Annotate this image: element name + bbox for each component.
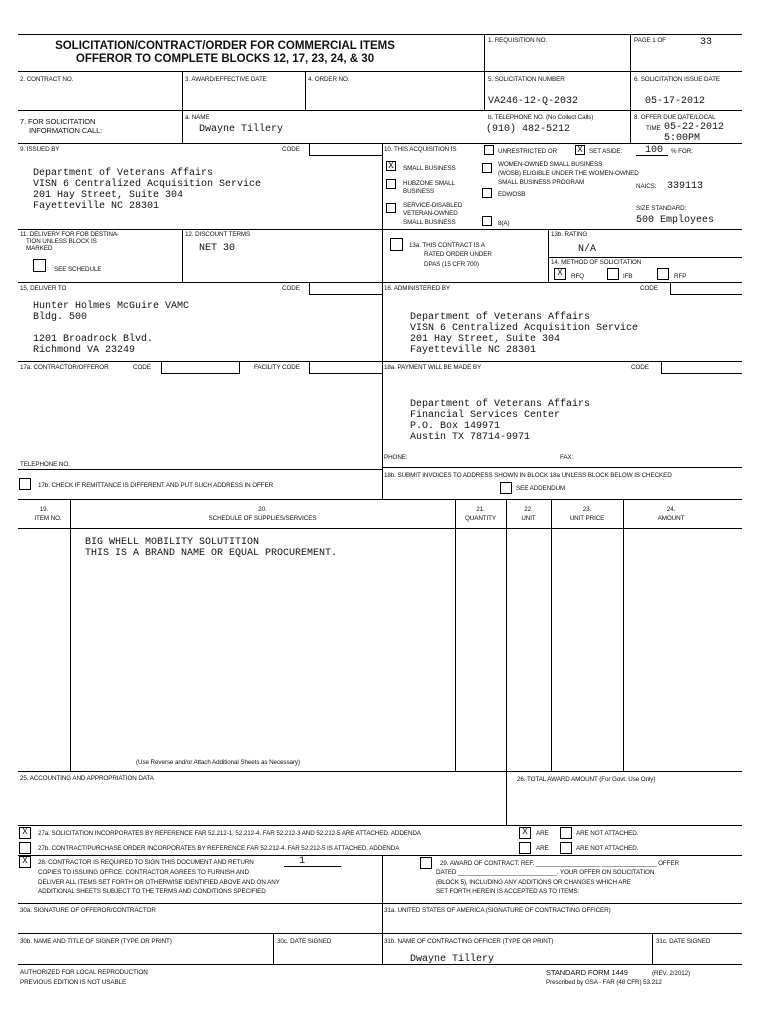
- rated-order-checkbox[interactable]: [390, 238, 403, 251]
- clause-27a: 27a. SOLICITATION INCORPORATES BY REFERENCE FAR 52.212-1, 52.212-4. FAR 52.212-3 AND 52.212-5 ARE ATTACHED. ADDENDA: [38, 830, 421, 837]
- rule: [455, 499, 456, 771]
- issued-by-label: 9. ISSUED BY: [20, 146, 60, 153]
- hubzone-label: HUBZONE SMALL: [403, 180, 455, 187]
- accounting-label: 25. ACCOUNTING AND APPROPRIATION DATA: [20, 775, 154, 782]
- solicitation-number-label: 5. SOLICITATION NUMBER: [488, 76, 565, 83]
- rule: [548, 257, 742, 258]
- issued-by-line: 201 Hay Street, Suite 304: [33, 190, 184, 201]
- telephone-no-label: TELEPHONE NO.: [20, 461, 70, 468]
- delivery-label: 11. DELIVERY FOR FOB DESTINA-: [20, 231, 119, 238]
- rfp-label: RFP: [674, 273, 687, 280]
- hubzone-checkbox[interactable]: [386, 179, 396, 189]
- col19-number: 19.: [39, 506, 49, 513]
- wosb-label-2: (WOSB) ELIGIBLE UNDER THE WOMEN-OWNED: [498, 170, 639, 177]
- setaside-checkbox[interactable]: X: [575, 145, 585, 155]
- signature-officer-label: 31a. UNITED STATES OF AMERICA (SIGNATURE OF CONTRACTING OFFICER): [384, 907, 611, 914]
- rule: [18, 855, 742, 856]
- col22-number: 22.: [524, 506, 533, 513]
- rule: [182, 71, 183, 110]
- payment-line: Department of Veterans Affairs: [410, 399, 591, 410]
- 27b-are-not-label: ARE NOT ATTACHED.: [576, 845, 639, 852]
- sdvosb-label-3: SMALL BUSINESS: [403, 219, 456, 226]
- clause-28-4: ADDITIONAL SHEETS SUBJECT TO THE TERMS AND CONDITIONS SPECIFIED: [38, 888, 266, 895]
- phone-label: PHONE:: [384, 454, 408, 461]
- 27a-are-label: ARE: [536, 830, 549, 837]
- rule: [182, 229, 183, 282]
- payment-line: Financial Services Center: [410, 410, 561, 421]
- rule: [18, 110, 742, 111]
- rule: [18, 229, 742, 230]
- rule: [652, 933, 653, 964]
- solicitation-number: VA246-12-Q-2032: [488, 96, 579, 107]
- col24-header: AMOUNT: [657, 515, 685, 522]
- administered-by-label: 16. ADMINISTERED BY: [384, 285, 450, 292]
- copies-underline: [284, 866, 341, 867]
- 27a-are-not-checkbox[interactable]: [560, 827, 572, 839]
- setaside-for-label: % FOR:: [671, 148, 693, 155]
- rated-order-label: 13a. THIS CONTRACT IS A: [409, 242, 485, 249]
- issued-by-code-field[interactable]: [309, 143, 382, 156]
- sdvosb-label-2: VETERAN-OWNED: [403, 210, 458, 217]
- 27b-are-label: ARE: [536, 845, 549, 852]
- facility-code-label: FACILITY CODE: [254, 364, 300, 371]
- administered-line: Fayetteville NC 28301: [410, 345, 537, 356]
- signer-date-label: 30c. DATE SIGNED: [277, 938, 332, 945]
- rated-order-label-2: RATED ORDER UNDER: [424, 251, 492, 258]
- see-schedule-label: SEE SCHEDULE: [54, 266, 102, 273]
- rfp-checkbox[interactable]: [657, 268, 669, 280]
- issued-by-line: Department of Veterans Affairs: [33, 168, 214, 179]
- officer-name: Dwayne Tillery: [410, 954, 495, 965]
- officer-name-label: 31b. NAME OF CONTRACTING OFFICER (TYPE OR PRINT): [384, 938, 554, 945]
- remittance-checkbox[interactable]: [19, 478, 31, 490]
- rating-value: N/A: [578, 244, 597, 255]
- clause-29-4: SET FORTH HEREIN IS ACCEPTED AS TO ITEMS:: [436, 888, 580, 895]
- small-business-label: SMALL BUSINESS: [403, 165, 456, 172]
- see-addendum-label: SEE ADDENDUM: [516, 485, 566, 492]
- administered-line: Department of Veterans Affairs: [410, 312, 591, 323]
- payment-code-field[interactable]: [661, 361, 742, 374]
- 8a-label: 8(A): [498, 220, 510, 227]
- col23-header: UNIT PRICE: [569, 515, 605, 522]
- clause-28-3: DELIVER ALL ITEMS SET FORTH OR OTHERWISE IDENTIFIED ABOVE AND ON ANY: [38, 879, 280, 886]
- issue-date: 05-17-2012: [645, 96, 706, 107]
- clause-27b: 27b. CONTRACT/PURCHASE ORDER INCORPORATES BY REFERENCE FAR 52.212-4. FAR 52.212-5 IS ATTACHED. ADDENDA: [38, 845, 400, 852]
- deliver-to-code-field[interactable]: [309, 282, 382, 295]
- issued-by-line: Fayetteville NC 28301: [33, 201, 160, 212]
- acquisition-label: 10. THIS ACQUISITION IS: [384, 146, 457, 153]
- setaside-label: SET ASIDE:: [589, 148, 623, 155]
- rule: [18, 499, 742, 500]
- col21-number: 21.: [476, 506, 485, 513]
- rule: [273, 933, 274, 964]
- facility-code-field[interactable]: [309, 361, 382, 374]
- 27b-are-checkbox[interactable]: [519, 842, 531, 854]
- rfq-label: RFQ: [571, 273, 584, 280]
- clause-28-2: COPIES TO ISSUING OFFICE. CONTRACTOR AGREES TO FURNISH AND: [38, 869, 249, 876]
- signer-name-label: 30b. NAME AND TITLE OF SIGNER (TYPE OR PRINT): [20, 938, 172, 945]
- rule: [506, 499, 507, 771]
- col21-header: QUANTITY: [464, 515, 497, 522]
- unrestricted-checkbox[interactable]: [484, 145, 494, 155]
- info-call-label: 7. FOR SOLICITATION: [20, 117, 96, 126]
- contractor-label: 17a. CONTRACTOR/OFFEROR: [20, 364, 109, 371]
- rule: [18, 34, 742, 35]
- rule: [18, 771, 742, 772]
- payment-code-label: CODE: [631, 364, 649, 371]
- method-label: 14. METHOD OF SOLICITATION: [551, 259, 642, 266]
- naics-label: NAICS:: [636, 183, 657, 190]
- info-call-label-2: INFORMATION CALL:: [29, 126, 103, 135]
- offer-due-date: 05-22-2012: [664, 122, 725, 133]
- payment-line: P.O. Box 149971: [410, 421, 501, 432]
- award-date-label: 3. AWARD/EFFECTIVE DATE: [185, 76, 267, 83]
- wosb-label-3: SMALL BUSINESS PROGRAM: [498, 179, 585, 186]
- issued-by-line: VISN 6 Centralized Acquisition Service: [33, 179, 262, 190]
- offer-due-time: 5:00PM: [664, 133, 701, 144]
- officer-date-label: 31c. DATE SIGNED: [656, 938, 711, 945]
- deliver-to-line: 1201 Broadrock Blvd.: [33, 334, 154, 345]
- clause-29-checkbox[interactable]: [420, 857, 432, 869]
- deliver-to-line: Bldg. 500: [33, 312, 88, 323]
- delivery-label-3: MARKED: [26, 245, 53, 252]
- rule: [484, 34, 485, 110]
- rule: [18, 903, 742, 904]
- contract-no-label: 2. CONTRACT NO.: [20, 76, 74, 83]
- rating-label: 13b. RATING: [551, 231, 588, 238]
- wosb-label: WOMEN-OWNED SMALL BUSINESS: [498, 161, 603, 168]
- administered-line: VISN 6 Centralized Acquisition Service: [410, 323, 639, 334]
- clause-29: 29. AWARD OF CONTRACT: REF. ___________________ ________________ OFFER: [440, 860, 679, 867]
- col20-header: SCHEDULE OF SUPPLIES/SERVICES: [208, 515, 317, 522]
- clause-28-checkbox[interactable]: X: [19, 856, 31, 868]
- rule: [182, 110, 183, 143]
- rule: [548, 229, 549, 282]
- small-business-checkbox[interactable]: X: [386, 161, 396, 171]
- rule: [18, 825, 742, 826]
- naics-code: 339113: [667, 181, 704, 192]
- 27a-are-not-label: ARE NOT ATTACHED.: [576, 830, 639, 837]
- addendum-checkbox[interactable]: [500, 482, 512, 494]
- rated-order-label-3: DPAS (15 CFR 700): [424, 261, 479, 268]
- payment-line: Austin TX 78714-9971: [410, 432, 531, 443]
- name-label: a. NAME: [185, 114, 210, 121]
- setaside-percent: 100: [645, 145, 664, 156]
- clause-29-3: (BLOCK 5), INCLUDING ANY ADDITIONS OR CHANGES WHICH ARE: [436, 879, 631, 886]
- size-standard: 500 Employees: [636, 215, 715, 226]
- contact-name: Dwayne Tillery: [199, 124, 284, 135]
- col19-header: ITEM NO.: [34, 515, 62, 522]
- issued-by-code-label: CODE: [282, 146, 300, 153]
- unrestricted-label: UNRESTRICTED OR: [498, 148, 558, 155]
- standard-form-number: STANDARD FORM 1449: [546, 968, 628, 977]
- discount-terms-label: 12. DISCOUNT TERMS: [185, 231, 251, 238]
- issue-date-label: 6. SOLICITATION ISSUE DATE: [634, 76, 720, 83]
- form-title-line1: SOLICITATION/CONTRACT/ORDER FOR COMMERCIAL ITEMS: [55, 40, 395, 52]
- rule: [305, 71, 306, 110]
- page-total: 33: [700, 37, 713, 48]
- contractor-code-label: CODE: [133, 364, 151, 371]
- size-standard-label: SIZE STANDARD:: [636, 205, 687, 212]
- remittance-label: 17b. CHECK IF REMITTANCE IS DIFFERENT AND PUT SUCH ADDRESS IN OFFER: [38, 482, 274, 489]
- rule: [506, 771, 507, 825]
- form-revision: (REV. 2/2012): [652, 970, 691, 977]
- clause-28: 28. CONTRACTOR IS REQUIRED TO SIGN THIS DOCUMENT AND RETURN: [38, 859, 254, 866]
- ifb-label: IFB: [623, 273, 633, 280]
- footer-authorized: AUTHORIZED FOR LOCAL REPRODUCTION: [20, 969, 148, 976]
- rule: [18, 528, 742, 529]
- page-label: PAGE 1 OF: [634, 37, 666, 44]
- time-label: TIME: [646, 125, 661, 132]
- rule: [551, 499, 552, 771]
- rule: [70, 499, 71, 771]
- order-no-label: 4. ORDER NO.: [308, 76, 350, 83]
- schedule-description: BIG WHELL MOBILITY SOLUTITION: [85, 537, 260, 548]
- fax-label: FAX:: [560, 454, 574, 461]
- copies-count: 1: [299, 856, 306, 867]
- telephone-label: b. TELEPHONE NO. (No Collect Calls): [488, 114, 594, 121]
- schedule-description-2: THIS IS A BRAND NAME OR EQUAL PROCUREMENT.: [85, 548, 338, 559]
- rfq-checkbox[interactable]: X: [554, 268, 566, 280]
- rule: [382, 855, 383, 964]
- administered-code-field[interactable]: [670, 282, 742, 295]
- prescribed-by: Prescribed by GSA - FAR (48 CFR) 53.212: [546, 979, 662, 986]
- 27b-are-not-checkbox[interactable]: [560, 842, 572, 854]
- rule: [382, 143, 383, 499]
- reverse-note: (Use Reverse and/or Attach Additional Sheets as Necessary): [136, 759, 300, 766]
- col24-number: 24.: [666, 506, 676, 513]
- rule: [18, 933, 742, 934]
- footer-previous-edition: PREVIOUS EDITION IS NOT USABLE: [20, 979, 127, 986]
- offer-due-label: 8. OFFER DUE DATE/LOCAL: [634, 114, 716, 121]
- delivery-label-2: TION UNLESS BLOCK IS: [26, 238, 97, 245]
- ifb-checkbox[interactable]: [607, 268, 619, 280]
- clause-29-2: DATED _____________________________. YOUR OFFER ON SOLICITATION: [436, 869, 655, 876]
- rule: [18, 71, 742, 72]
- 27a-are-checkbox[interactable]: X: [519, 827, 531, 839]
- edwosb-checkbox[interactable]: [482, 188, 492, 198]
- submit-invoices-label: 18b. SUBMIT INVOICES TO ADDRESS SHOWN IN BLOCK 18a UNLESS BLOCK BELOW IS CHECKED: [384, 472, 672, 479]
- administered-code-label: CODE: [640, 285, 658, 292]
- deliver-to-label: 15. DELIVER TO: [20, 285, 67, 292]
- sdvosb-label: SERVICE-DISABLED: [403, 202, 463, 209]
- see-schedule-checkbox[interactable]: [33, 259, 46, 272]
- wosb-checkbox[interactable]: [482, 163, 492, 173]
- rule: [630, 34, 631, 143]
- clause-27b-checkbox[interactable]: [19, 842, 31, 854]
- contractor-code-field[interactable]: [161, 361, 240, 374]
- edwosb-label: EDWOSB: [498, 191, 526, 198]
- form-title-line2: OFFEROR TO COMPLETE BLOCKS 12, 17, 23, 24, & 30: [75, 53, 375, 65]
- discount-terms: NET 30: [199, 243, 236, 254]
- payment-label: 18a. PAYMENT WILL BE MADE BY: [384, 364, 482, 371]
- col20-number: 20.: [258, 506, 267, 513]
- requisition-label: 1. REQUISITION NO.: [488, 37, 548, 44]
- rule: [382, 467, 742, 468]
- administered-line: 201 Hay Street, Suite 304: [410, 334, 561, 345]
- 8a-checkbox[interactable]: [482, 216, 492, 226]
- signature-offeror-label: 30a. SIGNATURE OF OFFEROR/CONTRACTOR: [20, 907, 156, 914]
- rule: [18, 469, 382, 470]
- total-award-label: 26. TOTAL AWARD AMOUNT (For Govt. Use Only): [517, 776, 656, 783]
- rule: [623, 499, 624, 771]
- sdvosb-checkbox[interactable]: [386, 203, 396, 213]
- clause-27a-checkbox[interactable]: X: [19, 827, 31, 839]
- deliver-to-line: Hunter Holmes McGuire VAMC: [33, 301, 190, 312]
- col23-number: 23.: [582, 506, 592, 513]
- col22-header: UNIT: [521, 515, 536, 522]
- hubzone-label-2: BUSINESS: [403, 188, 435, 195]
- deliver-to-code-label: CODE: [282, 285, 300, 292]
- contact-phone: (910) 482-5212: [486, 124, 571, 135]
- deliver-to-line: Richmond VA 23249: [33, 345, 136, 356]
- rule: [18, 964, 742, 965]
